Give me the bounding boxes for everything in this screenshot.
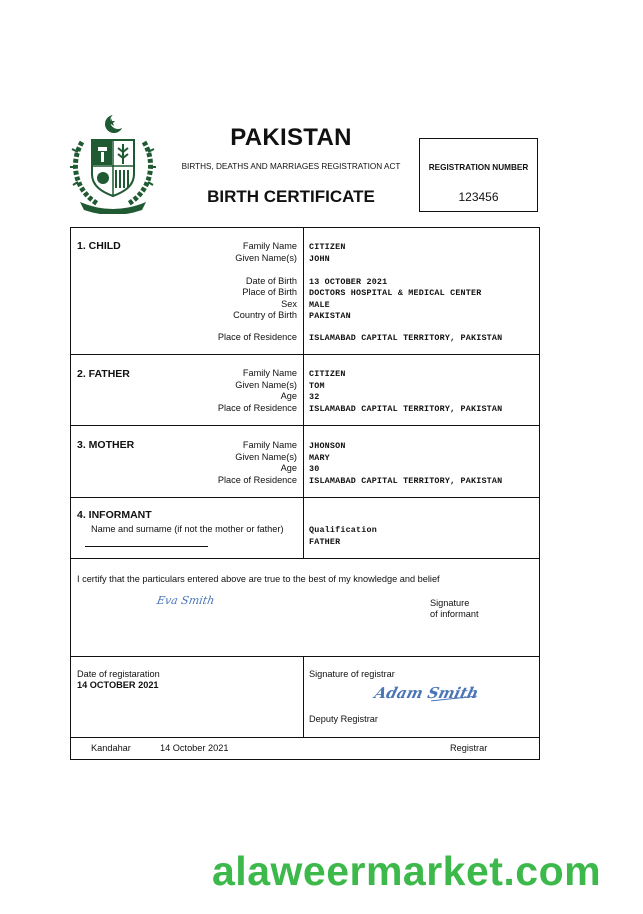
- child-given-names-value: JOHN: [309, 253, 330, 264]
- country-title: PAKISTAN: [230, 124, 352, 151]
- footer-place: Kandahar: [91, 743, 131, 753]
- mother-residence-value: ISLAMABAD CAPITAL TERRITORY, PAKISTAN: [309, 475, 503, 486]
- footer-date: 14 October 2021: [160, 743, 229, 753]
- certificate-table: [70, 227, 540, 760]
- registration-date-value: 14 OCTOBER 2021: [77, 680, 159, 690]
- father-family-name-label: Family Name: [242, 368, 297, 378]
- mother-age-label: Age: [280, 463, 297, 473]
- registration-date-label: Date of registaration: [77, 669, 160, 679]
- divider: [71, 497, 539, 498]
- informant-section-title: 4. INFORMANT: [77, 509, 152, 521]
- divider: [71, 737, 539, 738]
- father-given-names-value: TOM: [309, 380, 325, 391]
- mother-given-names-value: MARY: [309, 452, 330, 463]
- child-family-name-value: CITIZEN: [309, 242, 346, 252]
- child-country-value: PAKISTAN: [309, 311, 351, 321]
- child-pob-label: Place of Birth: [242, 287, 297, 297]
- child-dob-value: 13 OCTOBER 2021: [309, 276, 388, 287]
- document-title: BIRTH CERTIFICATE: [207, 187, 375, 206]
- child-family-name-label: Family Name: [242, 241, 297, 251]
- divider: [71, 558, 539, 559]
- deputy-registrar-label: Deputy Registrar: [309, 714, 378, 724]
- registrar-signature-label: Signature of registrar: [309, 669, 395, 679]
- registration-number-label: REGISTRATION NUMBER: [428, 163, 529, 172]
- informant-signature: Eva Smith: [155, 594, 216, 607]
- qualification-value: FATHER: [309, 536, 341, 547]
- mother-given-names-label: Given Name(s): [235, 451, 297, 462]
- father-age-value: 32: [309, 392, 320, 402]
- child-section-title: 1. CHILD: [77, 240, 121, 252]
- informant-name-label: Name and surname (if not the mother or father): [91, 524, 284, 534]
- child-sex-value: MALE: [309, 299, 330, 310]
- informant-name-line: [85, 546, 208, 547]
- signature-label: Signature: [430, 598, 470, 608]
- mother-section-title: 3. MOTHER: [77, 439, 135, 451]
- father-age-label: Age: [280, 391, 297, 401]
- child-given-names-label: Given Name(s): [235, 252, 297, 263]
- watermark-text: alaweermarket.com: [212, 848, 602, 894]
- mother-family-name-label: Family Name: [242, 440, 297, 450]
- qualification-label: Qualification: [309, 525, 377, 535]
- registrar-signature: Adam Smith: [372, 684, 481, 702]
- act-subtitle: BIRTHS, DEATHS AND MARRIAGES REGISTRATION ACT: [181, 162, 401, 171]
- father-residence-value: ISLAMABAD CAPITAL TERRITORY, PAKISTAN: [309, 403, 503, 414]
- father-section-title: 2. FATHER: [77, 368, 130, 380]
- registration-number-box: [419, 138, 538, 212]
- child-dob-label: Date of Birth: [245, 275, 297, 286]
- certification-statement: I certify that the particulars entered above are true to the best of my knowledge and belief: [77, 574, 440, 584]
- child-residence-value: ISLAMABAD CAPITAL TERRITORY, PAKISTAN: [309, 333, 503, 343]
- father-residence-label: Place of Residence: [217, 402, 297, 413]
- mother-age-value: 30: [309, 464, 320, 474]
- father-family-name-value: CITIZEN: [309, 369, 346, 379]
- child-pob-value: DOCTORS HOSPITAL & MEDICAL CENTER: [309, 288, 482, 298]
- divider: [71, 656, 539, 657]
- father-given-names-label: Given Name(s): [235, 379, 297, 390]
- mother-family-name-value: JHONSON: [309, 441, 346, 451]
- divider: [71, 354, 539, 355]
- divider: [71, 425, 539, 426]
- child-country-label: Country of Birth: [233, 310, 297, 320]
- child-residence-label: Place of Residence: [217, 332, 297, 342]
- column-divider: [303, 656, 304, 737]
- child-sex-label: Sex: [281, 298, 297, 309]
- state-emblem-icon: [68, 112, 158, 214]
- column-divider: [303, 228, 304, 558]
- mother-residence-label: Place of Residence: [217, 474, 297, 485]
- registration-number-value: 123456: [458, 190, 499, 204]
- signature-of-informant-label: of informant: [430, 609, 479, 619]
- footer-registrar: Registrar: [450, 743, 488, 753]
